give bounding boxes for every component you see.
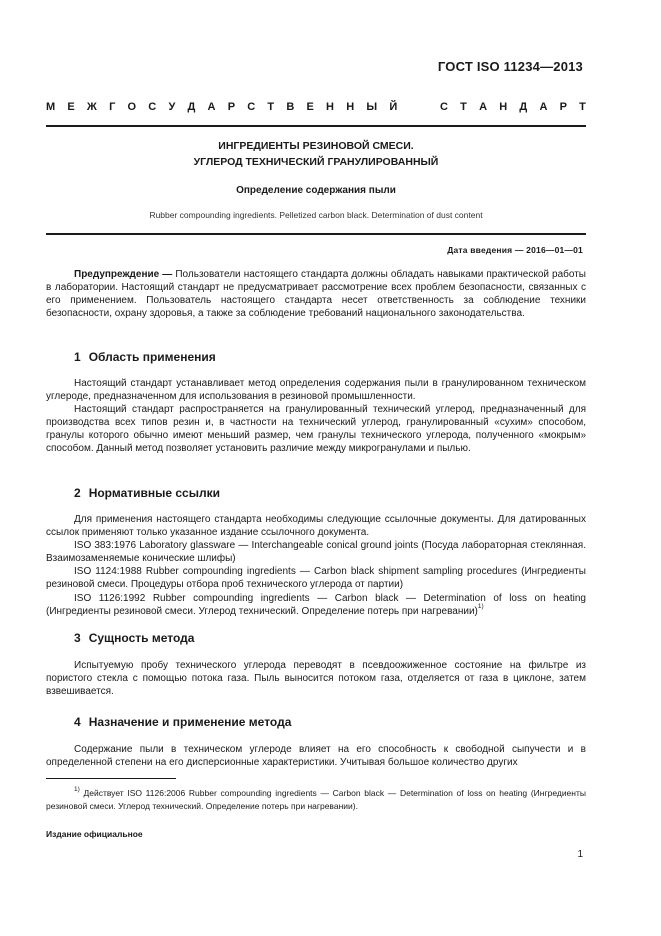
section-4-body xyxy=(46,743,586,769)
banner-letter: В xyxy=(286,101,295,113)
edition-label: Издание официальное xyxy=(46,829,143,839)
section-title: Сущность метода xyxy=(88,631,195,645)
banner-letter: Й xyxy=(389,101,398,113)
banner-letter: Е xyxy=(306,101,314,113)
section-number: 4 xyxy=(74,715,81,729)
paragraph: Содержание пыли в техническом углероде влияет на его способность к свободной сыпучести и в определенной степени на его дисперсионные характеристики. Учитывая большое количество других xyxy=(46,744,586,769)
banner-letter: Р xyxy=(227,101,236,113)
banner-letter xyxy=(425,101,428,113)
banner-letter: Ы xyxy=(366,101,378,113)
paragraph: Испытуемую пробу технического углерода переводят в псевдоожиженное состояние на фильтре из пористого стекла с помощью потока газа. Пыль выносится потоком газа, отделяется от газа в циклоне, затем взвешивается. xyxy=(46,660,586,698)
warning-text: Пользователи настоящего стандарта должны обладать навыками практической работы в лаборатории. Настоящий стандарт не предусматривает рассмотрение всех проблем безопасности, связанных с его применением. Пользователь настоящего стандарта несет ответственность за соблюдение техники безопасности, охрану здоровья, а также за соблюдение требований национального законодательства. xyxy=(46,269,586,320)
banner-letter: М xyxy=(46,101,56,113)
paragraph: Настоящий стандарт устанавливает метод определения содержания пыли в гранулированном техническом углероде, предназначенном для использования в резиновой промышленности. xyxy=(46,378,586,403)
banner-letter: С xyxy=(247,101,256,113)
banner-letter: С xyxy=(148,101,157,113)
warning-label: Предупреждение — xyxy=(74,269,173,280)
banner-letter: С xyxy=(439,101,448,113)
banner-letter: Г xyxy=(109,101,116,113)
header-rule xyxy=(46,125,586,127)
warning-paragraph xyxy=(46,268,586,320)
footnote xyxy=(46,787,586,812)
section-number: 2 xyxy=(74,486,81,500)
reference-iso-1126: ISO 1126:1992 Rubber compounding ingredients — Carbon black — Determination of loss on heating (Ингредиенты резиновой смеси. Углерод технический. Определение потерь при нагревании)$^{1)}$ xyxy=(46,592,586,617)
reference-iso-383: ISO 383:1976 Laboratory glassware — Interchangeable conical ground joints (Посуда лабораторная стеклянная. Взаимозаменяемые конические шлифы) xyxy=(46,540,586,565)
banner-letter: Е xyxy=(67,101,75,113)
banner-letter: Т xyxy=(579,101,586,113)
banner-letter: Д xyxy=(187,101,196,113)
title-subtitle: Определение содержания пыли xyxy=(236,185,396,196)
section-number: 1 xyxy=(74,350,81,364)
banner-letter: Н xyxy=(499,101,508,113)
section-title: Нормативные ссылки xyxy=(88,486,220,500)
banner-letter: А xyxy=(539,101,548,113)
paragraph: Для применения настоящего стандарта необходимы следующие ссылочные документы. Для датированных ссылок применяют только указанное издание ссылочного документа. xyxy=(46,514,586,539)
footnote-mark: 1) xyxy=(74,786,80,794)
section-3-body xyxy=(46,659,586,698)
section-number: 3 xyxy=(74,631,81,645)
title-line-2: УГЛЕРОД ТЕХНИЧЕСКИЙ ГРАНУЛИРОВАННЫЙ xyxy=(193,156,439,168)
reference-iso-1124: ISO 1124:1988 Rubber compounding ingredients — Carbon black shipment sampling procedures (Ингредиенты резиновой смеси. Процедуры отбора проб технического углерода от партии) xyxy=(46,566,586,591)
banner-letter: У xyxy=(168,101,176,113)
page-number: 1 xyxy=(577,849,583,860)
banner-letter: А xyxy=(207,101,216,113)
section-3-heading xyxy=(74,631,194,645)
section-1-body xyxy=(46,377,586,456)
title-english: Rubber compounding ingredients. Pelletized carbon black. Determination of dust content xyxy=(149,210,483,220)
banner-letter xyxy=(409,101,412,113)
banner-letter: Т xyxy=(267,101,275,113)
section-2-body xyxy=(46,513,586,618)
section-2-heading xyxy=(74,486,220,500)
introduction-date: Дата введения — 2016—01—01 xyxy=(447,245,583,255)
banner-letter: А xyxy=(479,101,488,113)
banner-letter: Р xyxy=(559,101,567,113)
document-code: ГОСТ ISO 11234—2013 xyxy=(437,59,583,74)
banner-letter: Д xyxy=(519,101,528,113)
banner-letter: Н xyxy=(326,101,334,113)
banner-letter: Н xyxy=(346,101,355,113)
section-title: Назначение и применение метода xyxy=(88,715,292,729)
interstate-standard-banner xyxy=(46,101,586,113)
footnote-rule xyxy=(46,778,176,779)
section-1-heading xyxy=(74,350,216,364)
paragraph: Настоящий стандарт распространяется на гранулированный технический углерод, предназначенный для производства всех типов резин и, в частности на технический углерод, гранулированный «сухим» способом, гранулы которого обычно имеют меньший размер, чем гранулы технического углерода, полученного «мокрым» способом. Данный метод позволяет установить различие между микрогранулами и пылью. xyxy=(46,404,586,455)
banner-letter: Т xyxy=(460,101,467,113)
section-title: Область применения xyxy=(88,350,216,364)
title-line-1: ИНГРЕДИЕНТЫ РЕЗИНОВОЙ СМЕСИ. xyxy=(218,140,414,152)
banner-letter: О xyxy=(127,101,137,113)
section-4-heading xyxy=(74,715,291,729)
banner-letter: Ж xyxy=(86,101,97,113)
footnote-ref[interactable]: 1) xyxy=(477,603,484,611)
title-rule xyxy=(46,233,586,235)
footnote-text: Действует ISO 1126:2006 Rubber compounding ingredients — Carbon black — Determination of loss on heating (Ингредиенты резиновой смеси. Углерод технический. Определение потерь при нагревании). xyxy=(46,788,586,811)
